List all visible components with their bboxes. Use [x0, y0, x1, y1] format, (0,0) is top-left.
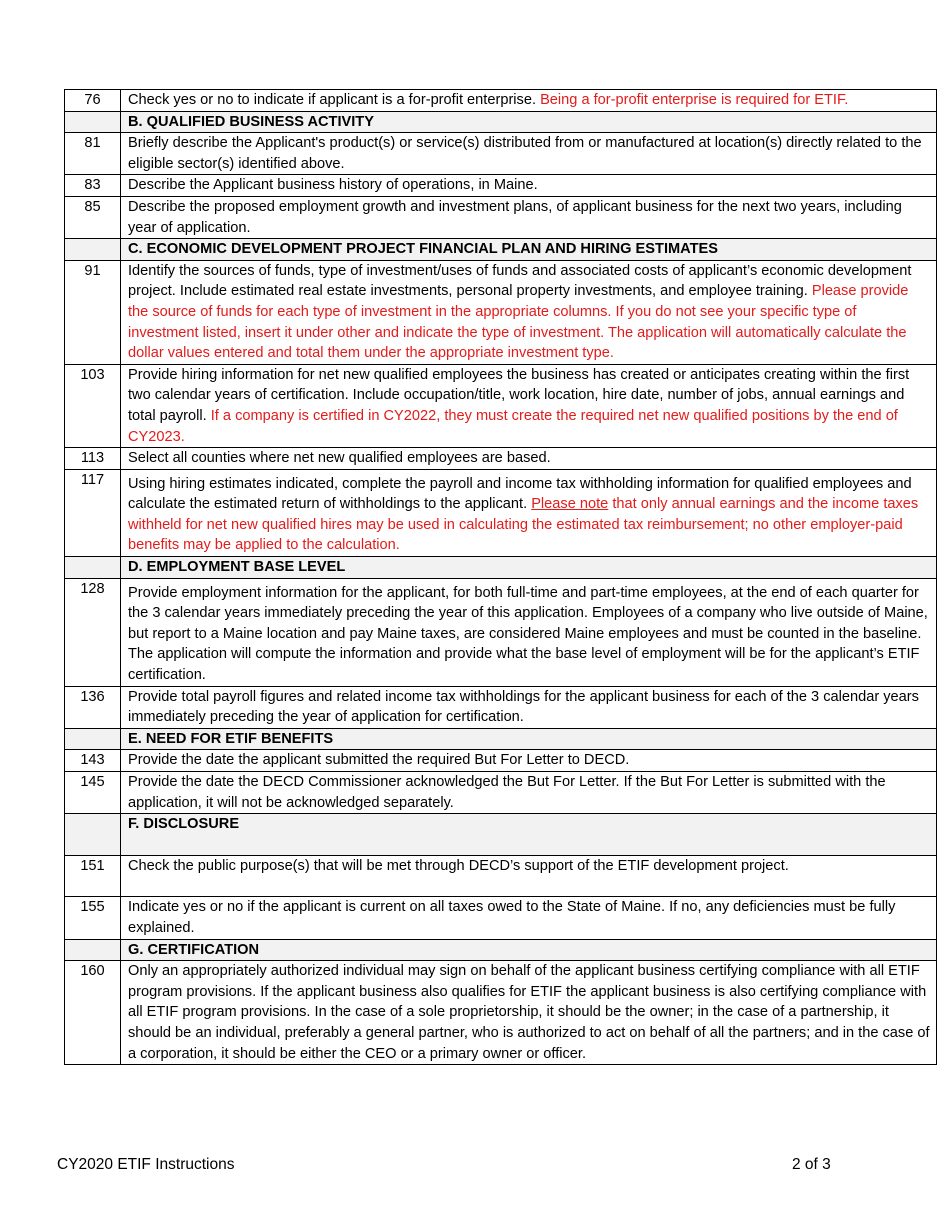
section-title: F. DISCLOSURE: [121, 814, 937, 856]
line-number: 136: [65, 686, 121, 728]
instruction-text: Identify the sources of funds, type of investment/uses of funds and associated costs of applicant’s economic development project. Include estimated real estate investments, personal property investments, and employee training. Please provide the source of funds for each type of investment in the appropriate columns. If you do not see your specific type of investment listed, insert it under other and indicate the type of investment. The application will automatically calculate the dollar values entered and total them under the appropriate investment type.: [121, 260, 937, 364]
instruction-text: Provide total payroll figures and related income tax withholdings for the applicant business for each of the 3 calendar years immediately preceding the year of application for certification.: [121, 686, 937, 728]
table-row: [65, 90, 937, 112]
table-row: [65, 578, 937, 686]
line-number: 117: [65, 469, 121, 556]
section-row: [65, 239, 937, 261]
section-title: G. CERTIFICATION: [121, 939, 937, 961]
section-row: [65, 939, 937, 961]
section-row: [65, 728, 937, 750]
instruction-text: Check the public purpose(s) that will be met through DECD’s support of the ETIF development project.: [121, 855, 937, 897]
line-number: 151: [65, 855, 121, 897]
instruction-text: Provide the date the DECD Commissioner acknowledged the But For Letter. If the But For Letter is submitted with the application, it will not be acknowledged separately.: [121, 772, 937, 814]
line-number: 145: [65, 772, 121, 814]
instruction-text: Provide hiring information for net new qualified employees the business has created or anticipates creating within the first two calendar years of certification. Include occupation/title, work location, hire date, number of jobs, annual earnings and total payroll. If a company is certified in CY2022, they must create the required net new qualified positions by the end of CY2023.: [121, 364, 937, 447]
instructions-table: [64, 89, 937, 1065]
section-row: [65, 111, 937, 133]
line-number: 91: [65, 260, 121, 364]
instruction-text: Check yes or no to indicate if applicant is a for-profit enterprise. Being a for-profit enterprise is required for ETIF.: [121, 90, 937, 112]
line-number: 160: [65, 961, 121, 1065]
table-row: [65, 448, 937, 470]
section-title: D. EMPLOYMENT BASE LEVEL: [121, 557, 937, 579]
red-underlined-note: Please note: [531, 496, 609, 513]
red-note: If a company is certified in CY2022, they must create the required net new qualified positions by the end of CY2023.: [128, 407, 898, 445]
table-row: [65, 961, 937, 1065]
table-row: [65, 750, 937, 772]
section-title: E. NEED FOR ETIF BENEFITS: [121, 728, 937, 750]
footer-document-title: CY2020 ETIF Instructions: [57, 1156, 235, 1173]
red-note: that only annual earnings and the income taxes withheld for net new qualified hires may be used in calculating the estimated tax reimbursement; no other employer-paid benefits may be applied to the calculation.: [128, 496, 919, 554]
instruction-text: Describe the Applicant business history of operations, in Maine.: [121, 175, 937, 197]
instruction-text: Provide employment information for the applicant, for both full-time and part-time employees, at the end of each quarter for the 3 calendar years immediately preceding the year of this application. Employees of a company who live outside of Maine, but report to a Maine location and pay Maine taxes, are considered Maine employees and must be counted in the baseline. The application will compute the information and provide what the base level of employment will be for the applicant’s ETIF certification.: [121, 578, 937, 686]
line-number: 143: [65, 750, 121, 772]
instruction-text: Select all counties where net new qualified employees are based.: [121, 448, 937, 470]
table-row: [65, 897, 937, 939]
table-row: [65, 772, 937, 814]
section-title: C. ECONOMIC DEVELOPMENT PROJECT FINANCIAL PLAN AND HIRING ESTIMATES: [121, 239, 937, 261]
table-row: [65, 196, 937, 238]
instruction-text: Using hiring estimates indicated, complete the payroll and income tax withholding information for qualified employees and calculate the estimated return of withholdings to the applicant. Please note that only annual earnings and the income taxes withheld for net new qualified hires may be used in calculating the estimated tax reimbursement; no other employer-paid benefits may be applied to the calculation.: [121, 469, 937, 556]
line-number: 85: [65, 196, 121, 238]
line-number: 103: [65, 364, 121, 447]
red-note: Being a for-profit enterprise is required for ETIF.: [540, 92, 849, 108]
line-number: 113: [65, 448, 121, 470]
section-row: [65, 557, 937, 579]
table-row: [65, 686, 937, 728]
red-note: Please provide the source of funds for each type of investment in the appropriate columns. If you do not see your specific type of investment listed, insert it under other and indicate the type of investment. The application will automatically calculate the dollar values entered and total them under the appropriate investment type.: [128, 283, 909, 362]
instruction-text: Only an appropriately authorized individual may sign on behalf of the applicant business certifying compliance with all ETIF program provisions. If the applicant business also qualifies for ETIF the applicant business is also certifying compliance with all ETIF program provisions. In the case of a sole proprietorship, it should be the owner; in the case of a partnership, it should be an individual, preferably a general partner, who is authorized to act on behalf of all the partners; and in the case of a corporation, it should be either the CEO or a primary owner or officer.: [121, 961, 937, 1065]
instruction-text: Describe the proposed employment growth and investment plans, of applicant business for the next two years, including year of application.: [121, 196, 937, 238]
line-number: 81: [65, 133, 121, 175]
table-row: [65, 260, 937, 364]
footer-page-number: 2 of 3: [792, 1156, 831, 1173]
table-row: [65, 133, 937, 175]
section-row: [65, 814, 937, 856]
table-row: [65, 855, 937, 897]
section-title: B. QUALIFIED BUSINESS ACTIVITY: [121, 111, 937, 133]
line-number: 155: [65, 897, 121, 939]
line-number: 76: [65, 90, 121, 112]
table-row: [65, 175, 937, 197]
line-number: 83: [65, 175, 121, 197]
table-row: [65, 469, 937, 556]
instruction-text: Provide the date the applicant submitted the required But For Letter to DECD.: [121, 750, 937, 772]
instruction-text: Indicate yes or no if the applicant is current on all taxes owed to the State of Maine. If no, any deficiencies must be fully explained.: [121, 897, 937, 939]
instruction-text: Briefly describe the Applicant's product(s) or service(s) distributed from or manufactured at location(s) directly related to the eligible sector(s) identified above.: [121, 133, 937, 175]
line-number: 128: [65, 578, 121, 686]
table-row: [65, 364, 937, 447]
